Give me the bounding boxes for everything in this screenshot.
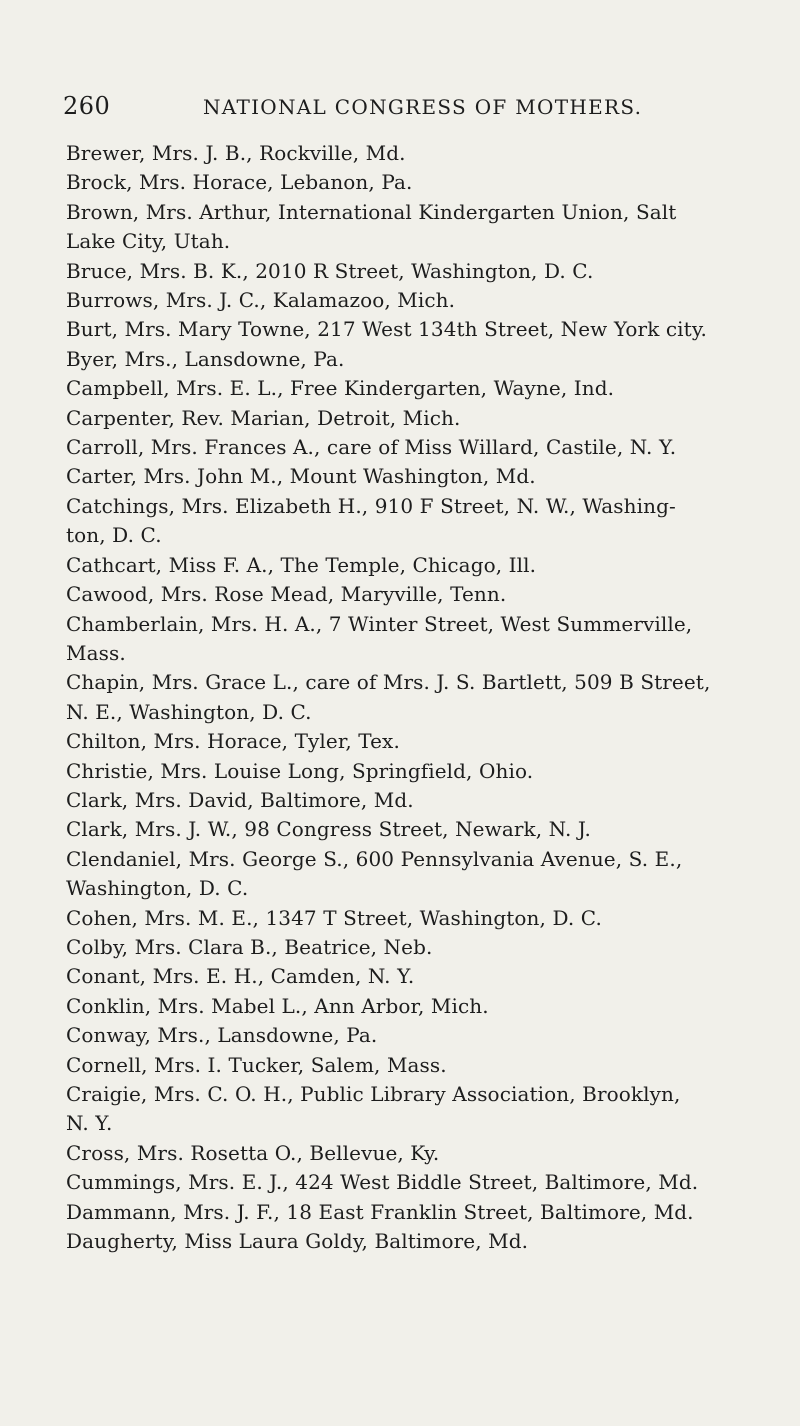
entry-line: Clendaniel, Mrs. George S., 600 Pennsylvania Avenue, S. E., (66, 846, 683, 871)
entry-line: Conant, Mrs. E. H., Camden, N. Y. (66, 964, 415, 989)
entry-line: Brewer, Mrs. J. B., Rockville, Md. (66, 141, 406, 165)
list-item (66, 668, 746, 727)
list-item (66, 551, 746, 580)
list-item (66, 786, 746, 815)
list-item (66, 492, 746, 551)
entry-line: Cohen, Mrs. M. E., 1347 T Street, Washington, D. C. (66, 905, 602, 930)
entry-line: Cathcart, Miss F. A., The Temple, Chicago, Ill. (66, 552, 537, 577)
entry-line: Brock, Mrs. Horace, Lebanon, Pa. (66, 170, 413, 195)
entry-line: Cornell, Mrs. I. Tucker, Salem, Mass. (66, 1052, 447, 1077)
entry-line: Lake City, Utah. (66, 229, 231, 254)
list-item (66, 1168, 746, 1197)
list-item (66, 404, 746, 433)
running-title: NATIONAL CONGRESS OF MOTHERS. (203, 95, 643, 119)
entry-line: Mass. (66, 640, 126, 665)
entry-line: Cawood, Mrs. Rose Mead, Maryville, Tenn. (66, 582, 507, 607)
entry-line: Chilton, Mrs. Horace, Tyler, Tex. (66, 729, 400, 754)
entry-line: Chapin, Mrs. Grace L., care of Mrs. J. S. Bartlett, 509 B Street, (66, 670, 711, 695)
list-item (66, 1051, 746, 1080)
entry-line: Conklin, Mrs. Mabel L., Ann Arbor, Mich. (66, 993, 489, 1018)
list-item (66, 1080, 746, 1139)
list-item (66, 1227, 746, 1256)
entry-line: Cummings, Mrs. E. J., 424 West Biddle Street, Baltimore, Md. (66, 1170, 699, 1195)
entry-line: Burrows, Mrs. J. C., Kalamazoo, Mich. (66, 288, 456, 313)
entry-line: N. Y. (66, 1111, 113, 1136)
member-list (66, 139, 746, 1256)
list-item (66, 992, 746, 1021)
entry-line: Clark, Mrs. David, Baltimore, Md. (66, 787, 414, 812)
entry-line: Craigie, Mrs. C. O. H., Public Library Association, Brooklyn, (66, 1082, 681, 1106)
entry-line: Carpenter, Rev. Marian, Detroit, Mich. (66, 405, 461, 430)
entry-line: Brown, Mrs. Arthur, International Kindergarten Union, Salt (66, 199, 677, 224)
entry-line: Colby, Mrs. Clara B., Beatrice, Neb. (66, 934, 433, 959)
entry-line: Daugherty, Miss Laura Goldy, Baltimore, Md. (66, 1229, 529, 1254)
list-item (66, 580, 746, 609)
entry-line: Cross, Mrs. Rosetta O., Bellevue, Ky. (66, 1140, 440, 1165)
entry-line: Catchings, Mrs. Elizabeth H., 910 F Street, N. W., Washing- (66, 493, 676, 518)
page-number: 260 (63, 92, 111, 120)
list-item (66, 462, 746, 491)
entry-line: N. E., Washington, D. C. (66, 699, 312, 724)
list-item (66, 257, 746, 286)
entry-line: Dammann, Mrs. J. F., 18 East Franklin Street, Baltimore, Md. (66, 1199, 694, 1224)
list-item (66, 198, 746, 257)
list-item (66, 845, 746, 904)
entry-line: Christie, Mrs. Louise Long, Springfield, Ohio. (66, 758, 534, 783)
entry-line: Clark, Mrs. J. W., 98 Congress Street, Newark, N. J. (66, 817, 591, 842)
entry-line: Carroll, Mrs. Frances A., care of Miss Willard, Castile, N. Y. (66, 435, 677, 460)
entry-line: Burt, Mrs. Mary Towne, 217 West 134th Street, New York city. (66, 317, 708, 342)
list-item (66, 933, 746, 962)
page-header (63, 92, 743, 128)
list-item (66, 610, 746, 669)
entry-line: ton, D. C. (66, 523, 162, 548)
list-item (66, 727, 746, 756)
entry-line: Campbell, Mrs. E. L., Free Kindergarten, Wayne, Ind. (66, 376, 615, 401)
list-item (66, 1021, 746, 1050)
list-item (66, 962, 746, 991)
list-item (66, 286, 746, 315)
list-item (66, 433, 746, 462)
list-item (66, 1198, 746, 1227)
entry-line: Bruce, Mrs. B. K., 2010 R Street, Washington, D. C. (66, 258, 594, 283)
list-item (66, 1139, 746, 1168)
list-item (66, 315, 746, 344)
entry-line: Carter, Mrs. John M., Mount Washington, Md. (66, 464, 536, 489)
entry-line: Chamberlain, Mrs. H. A., 7 Winter Street, West Summerville, (66, 611, 693, 636)
list-item (66, 345, 746, 374)
list-item (66, 168, 746, 197)
entry-line: Conway, Mrs., Lansdowne, Pa. (66, 1023, 378, 1048)
list-item (66, 757, 746, 786)
list-item (66, 904, 746, 933)
list-item (66, 374, 746, 403)
list-item (66, 139, 746, 168)
entry-line: Washington, D. C. (66, 876, 249, 901)
entry-line: Byer, Mrs., Lansdowne, Pa. (66, 346, 345, 371)
list-item (66, 815, 746, 844)
